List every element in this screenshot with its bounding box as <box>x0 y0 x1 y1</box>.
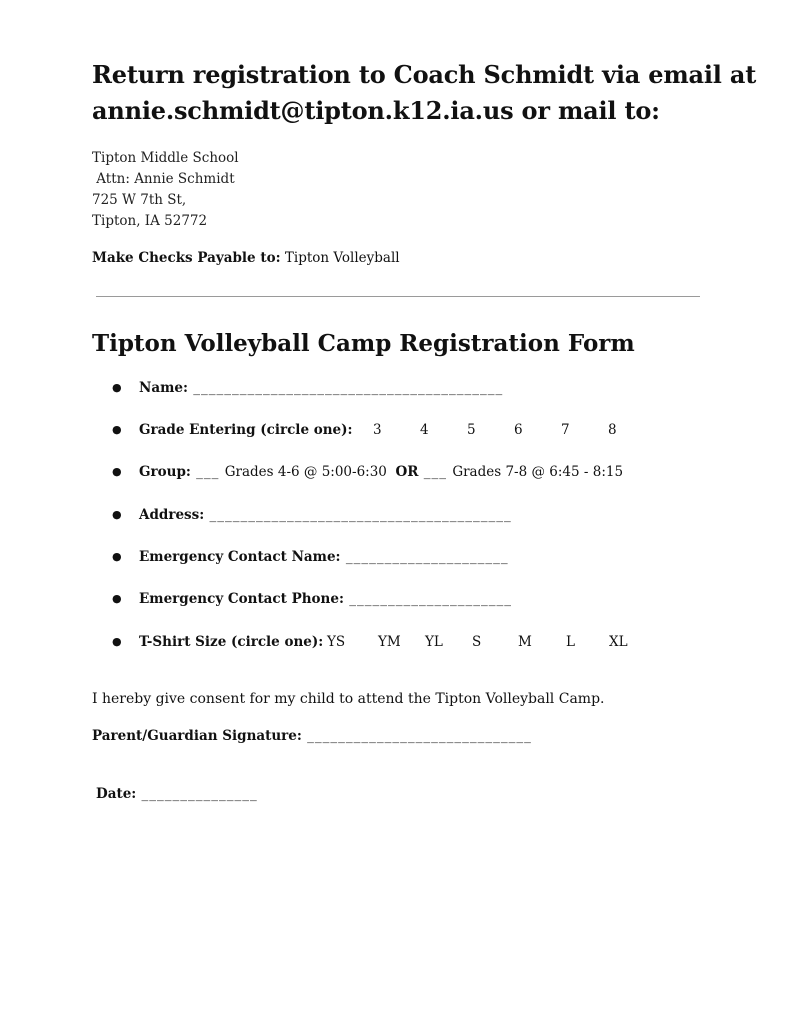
address-line-city: Tipton, IA 52772 <box>92 213 208 229</box>
address-line-school: Tipton Middle School <box>92 150 239 166</box>
bullet: ● <box>112 592 122 605</box>
address-label: Address: <box>139 507 205 523</box>
group-option-1: Grades 4-6 @ 5:00-6:30 <box>224 464 387 480</box>
group-label: Group: <box>139 464 191 480</box>
emergency-name-label: Emergency Contact Name: <box>139 549 341 565</box>
field-emergency-name <box>112 549 509 565</box>
field-name <box>112 380 503 396</box>
date-line <box>96 786 258 802</box>
bullet: ● <box>112 381 122 394</box>
date-label: Date: <box>96 786 137 802</box>
name-blank[interactable]: ________________________________________ <box>187 380 504 396</box>
emergency-phone-blank[interactable]: _____________________ <box>343 591 512 607</box>
date-blank[interactable]: _______________ <box>136 786 258 802</box>
grade-option-6[interactable]: 6 <box>514 422 523 438</box>
group-or: OR <box>395 464 419 480</box>
tshirt-option-m[interactable]: M <box>518 634 532 650</box>
bullet: ● <box>112 423 122 436</box>
tshirt-label: T-Shirt Size (circle one): <box>139 634 324 650</box>
return-heading-line2: annie.schmidt@tipton.k12.ia.us or mail to: <box>92 96 660 125</box>
grade-option-3[interactable]: 3 <box>373 422 382 438</box>
name-label: Name: <box>139 380 188 396</box>
emergency-name-blank[interactable]: _____________________ <box>340 549 509 565</box>
return-heading-line1: Return registration to Coach Schmidt via email at <box>92 60 757 89</box>
grade-option-7[interactable]: 7 <box>561 422 570 438</box>
tshirt-option-l[interactable]: L <box>566 634 575 650</box>
bullet: ● <box>112 508 122 521</box>
form-title: Tipton Volleyball Camp Registration Form <box>92 330 635 357</box>
consent-statement: I hereby give consent for my child to attend the Tipton Volleyball Camp. <box>92 691 605 707</box>
group-blank-1[interactable]: ___ <box>190 464 225 480</box>
address-line-street: 725 W 7th St, <box>92 192 187 208</box>
signature-label: Parent/Guardian Signature: <box>92 728 302 744</box>
bullet: ● <box>112 635 122 648</box>
checks-payable <box>92 250 400 266</box>
emergency-phone-label: Emergency Contact Phone: <box>139 591 344 607</box>
tshirt-option-xl[interactable]: XL <box>609 634 628 650</box>
signature-line <box>92 728 532 744</box>
grade-option-8[interactable]: 8 <box>608 422 617 438</box>
field-address <box>112 507 512 523</box>
address-line-attn: Attn: Annie Schmidt <box>92 171 235 187</box>
bullet: ● <box>112 465 122 478</box>
bullet: ● <box>112 550 122 563</box>
grade-option-5[interactable]: 5 <box>467 422 476 438</box>
grade-label: Grade Entering (circle one): <box>139 422 353 438</box>
group-blank-2[interactable]: ___ <box>418 464 453 480</box>
address-blank[interactable]: _______________________________________ <box>204 507 512 523</box>
tshirt-option-ym[interactable]: YM <box>378 634 401 650</box>
field-grade <box>112 422 353 438</box>
field-emergency-phone <box>112 591 512 607</box>
section-divider <box>96 296 700 297</box>
field-group <box>112 464 623 480</box>
group-option-2: Grades 7-8 @ 6:45 - 8:15 <box>452 464 624 480</box>
tshirt-option-ys[interactable]: YS <box>327 634 346 650</box>
signature-blank[interactable]: _____________________________ <box>301 728 532 744</box>
tshirt-option-s[interactable]: S <box>472 634 482 650</box>
tshirt-option-yl[interactable]: YL <box>425 634 443 650</box>
field-tshirt <box>112 634 323 650</box>
checks-payable-label: Make Checks Payable to: <box>92 250 281 266</box>
grade-option-4[interactable]: 4 <box>420 422 429 438</box>
checks-payable-value: Tipton Volleyball <box>280 250 400 266</box>
